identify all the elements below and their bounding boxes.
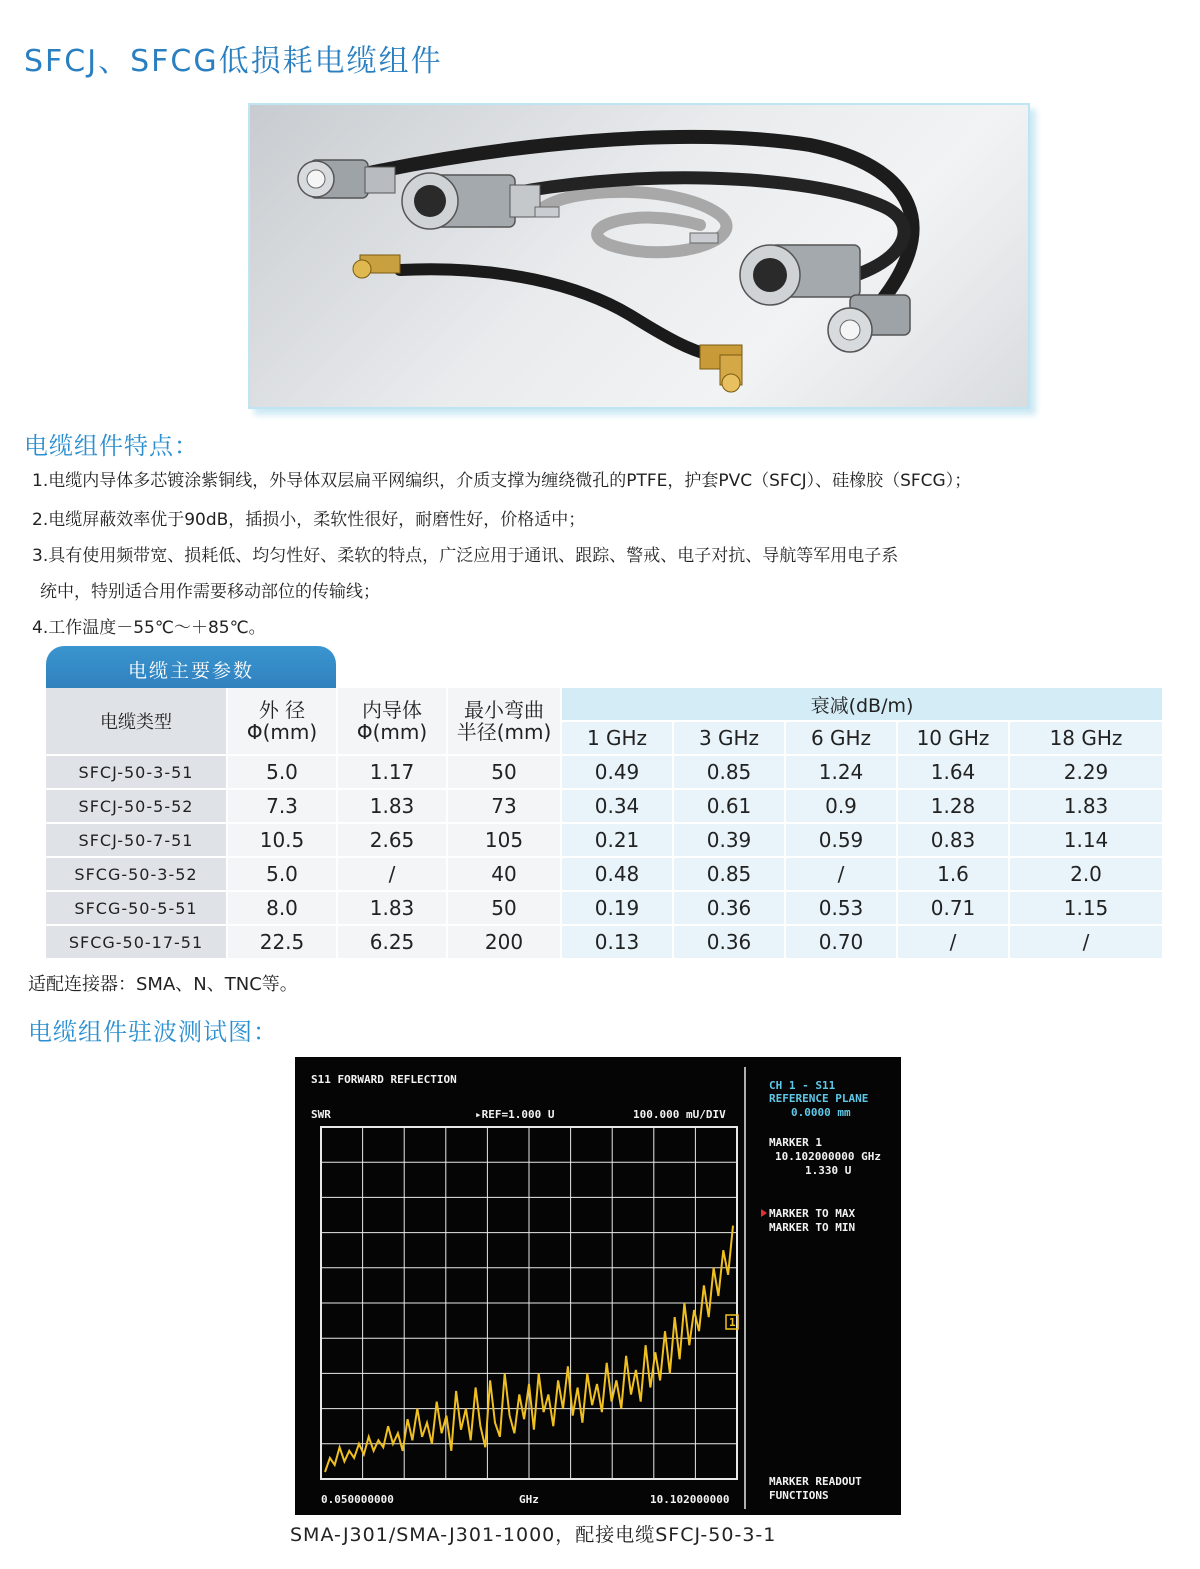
value-cell: 0.9 [786,790,898,824]
value-cell: 1.83 [338,892,448,926]
feature-2: 2.电缆屏蔽效率优于90dB，插损小，柔软性很好，耐磨性好，价格适中； [32,510,586,530]
page-title: SFCJ、SFCG低损耗电缆组件 [24,44,443,79]
value-cell: 73 [448,790,562,824]
features-heading: 电缆组件特点： [24,432,199,460]
header-3ghz: 3 GHz [674,722,786,756]
value-cell: / [898,926,1010,960]
value-cell: 0.70 [786,926,898,960]
value-cell: 6.25 [338,926,448,960]
value-cell: 0.83 [898,824,1010,858]
value-cell: 1.14 [1010,824,1164,858]
value-cell: 1.24 [786,756,898,790]
value-cell: 1.64 [898,756,1010,790]
cable-assemblies-image [250,105,1028,407]
table-row [46,756,1164,790]
value-cell: 1.28 [898,790,1010,824]
figure-caption: SMA-J301/SMA-J301-1000，配接电缆SFCJ-50-3-1 [290,1524,777,1546]
feature-1: 1.电缆内导体多芯镀涂紫铜线，外导体双层扁平网编织，介质支撑为缠绕微孔的PTFE，护套PVC（SFCJ）、硅橡胶（SFCG）； [32,471,972,491]
menu-marker-to-max[interactable]: MARKER TO MAX [769,1207,856,1220]
feature-3: 3.具有使用频带宽、损耗低、均匀性好、柔软的特点，广泛应用于通讯、跟踪、警戒、电子对抗、导航等军用电子系 [32,546,899,566]
value-cell: 0.85 [674,756,786,790]
header-bend-radius: 最小弯曲 半径(mm) [448,688,562,756]
scope-scale: 100.000 mU/DIV [633,1108,726,1121]
value-cell: 1.6 [898,858,1010,892]
value-cell: 2.65 [338,824,448,858]
value-cell: 2.0 [1010,858,1164,892]
value-cell: 0.59 [786,824,898,858]
table-row [46,824,1164,858]
stop-frequency: 10.102000000 [650,1493,730,1506]
value-cell: 0.71 [898,892,1010,926]
value-cell: 7.3 [228,790,338,824]
feature-3-cont: 统中，特别适合用作需要移动部位的传输线； [40,582,380,602]
value-cell: 10.5 [228,824,338,858]
header-1ghz: 1 GHz [562,722,674,756]
value-cell: 0.61 [674,790,786,824]
side-channel: CH 1 - S11 [769,1079,836,1092]
value-cell: 5.0 [228,858,338,892]
feature-4: 4.工作温度－55℃～＋85℃。 [32,618,266,638]
value-cell: 0.36 [674,926,786,960]
value-cell: / [338,858,448,892]
value-cell: 22.5 [228,926,338,960]
value-cell: 0.48 [562,858,674,892]
cable-type-cell: SFCJ-50-5-52 [46,790,228,824]
plot-grid [321,1127,737,1479]
value-cell: 0.39 [674,824,786,858]
value-cell: 50 [448,756,562,790]
value-cell: 2.29 [1010,756,1164,790]
value-cell: 0.36 [674,892,786,926]
cable-type-cell: SFCG-50-5-51 [46,892,228,926]
menu-pointer-icon [761,1209,767,1217]
frequency-axis-label: GHz [519,1493,539,1506]
value-cell: 0.13 [562,926,674,960]
product-photo [248,103,1030,409]
value-cell: 40 [448,858,562,892]
value-cell: 1.17 [338,756,448,790]
start-frequency: 0.050000000 [321,1493,394,1506]
header-outer-diameter: 外 径 Φ(mm) [228,688,338,756]
scope-title: S11 FORWARD REFLECTION [311,1073,457,1086]
value-cell: 0.34 [562,790,674,824]
menu-functions[interactable]: FUNCTIONS [769,1489,829,1502]
table-caption: 电缆主要参数 [46,646,336,692]
value-cell: 200 [448,926,562,960]
value-cell: 0.19 [562,892,674,926]
value-cell: 105 [448,824,562,858]
menu-marker-readout[interactable]: MARKER READOUT [769,1475,862,1488]
value-cell: / [786,858,898,892]
value-cell: 1.83 [338,790,448,824]
table-body [46,756,1164,960]
side-marker-value: 1.330 U [805,1164,852,1177]
value-cell: 1.83 [1010,790,1164,824]
scope-mode: SWR [311,1108,331,1121]
scope-ref: ▸REF=1.000 U [475,1108,555,1121]
header-18ghz: 18 GHz [1010,722,1164,756]
table-row [46,892,1164,926]
value-cell: 1.15 [1010,892,1164,926]
header-attenuation: 衰减(dB/m) [562,688,1164,722]
value-cell: / [1010,926,1164,960]
table-row [46,858,1164,892]
value-cell: 5.0 [228,756,338,790]
side-ref-plane: REFERENCE PLANE [769,1092,869,1105]
table-row [46,926,1164,960]
value-cell: 8.0 [228,892,338,926]
side-marker-frequency: 10.102000000 GHz [775,1150,881,1163]
cable-type-cell: SFCJ-50-7-51 [46,824,228,858]
marker-tag: 1 [729,1316,736,1329]
connectors-note: 适配连接器：SMA、N、TNC等。 [28,974,298,995]
value-cell: 0.85 [674,858,786,892]
side-marker: MARKER 1 [769,1136,822,1149]
value-cell: 0.49 [562,756,674,790]
menu-marker-to-min[interactable]: MARKER TO MIN [769,1221,856,1234]
table-row [46,790,1164,824]
vswr-heading: 电缆组件驻波测试图： [28,1018,278,1046]
cable-type-cell: SFCG-50-3-52 [46,858,228,892]
vswr-plot [295,1057,901,1515]
vswr-test-screen [295,1057,901,1515]
value-cell: 50 [448,892,562,926]
value-cell: 0.21 [562,824,674,858]
cable-type-cell: SFCG-50-17-51 [46,926,228,960]
header-6ghz: 6 GHz [786,722,898,756]
cable-type-cell: SFCJ-50-3-51 [46,756,228,790]
header-10ghz: 10 GHz [898,722,1010,756]
cable-parameters-table [46,688,1164,960]
side-ref-plane-value: 0.0000 mm [791,1106,851,1119]
header-cable-type: 电缆类型 [46,688,228,756]
value-cell: 0.53 [786,892,898,926]
header-inner-conductor: 内导体 Φ(mm) [338,688,448,756]
